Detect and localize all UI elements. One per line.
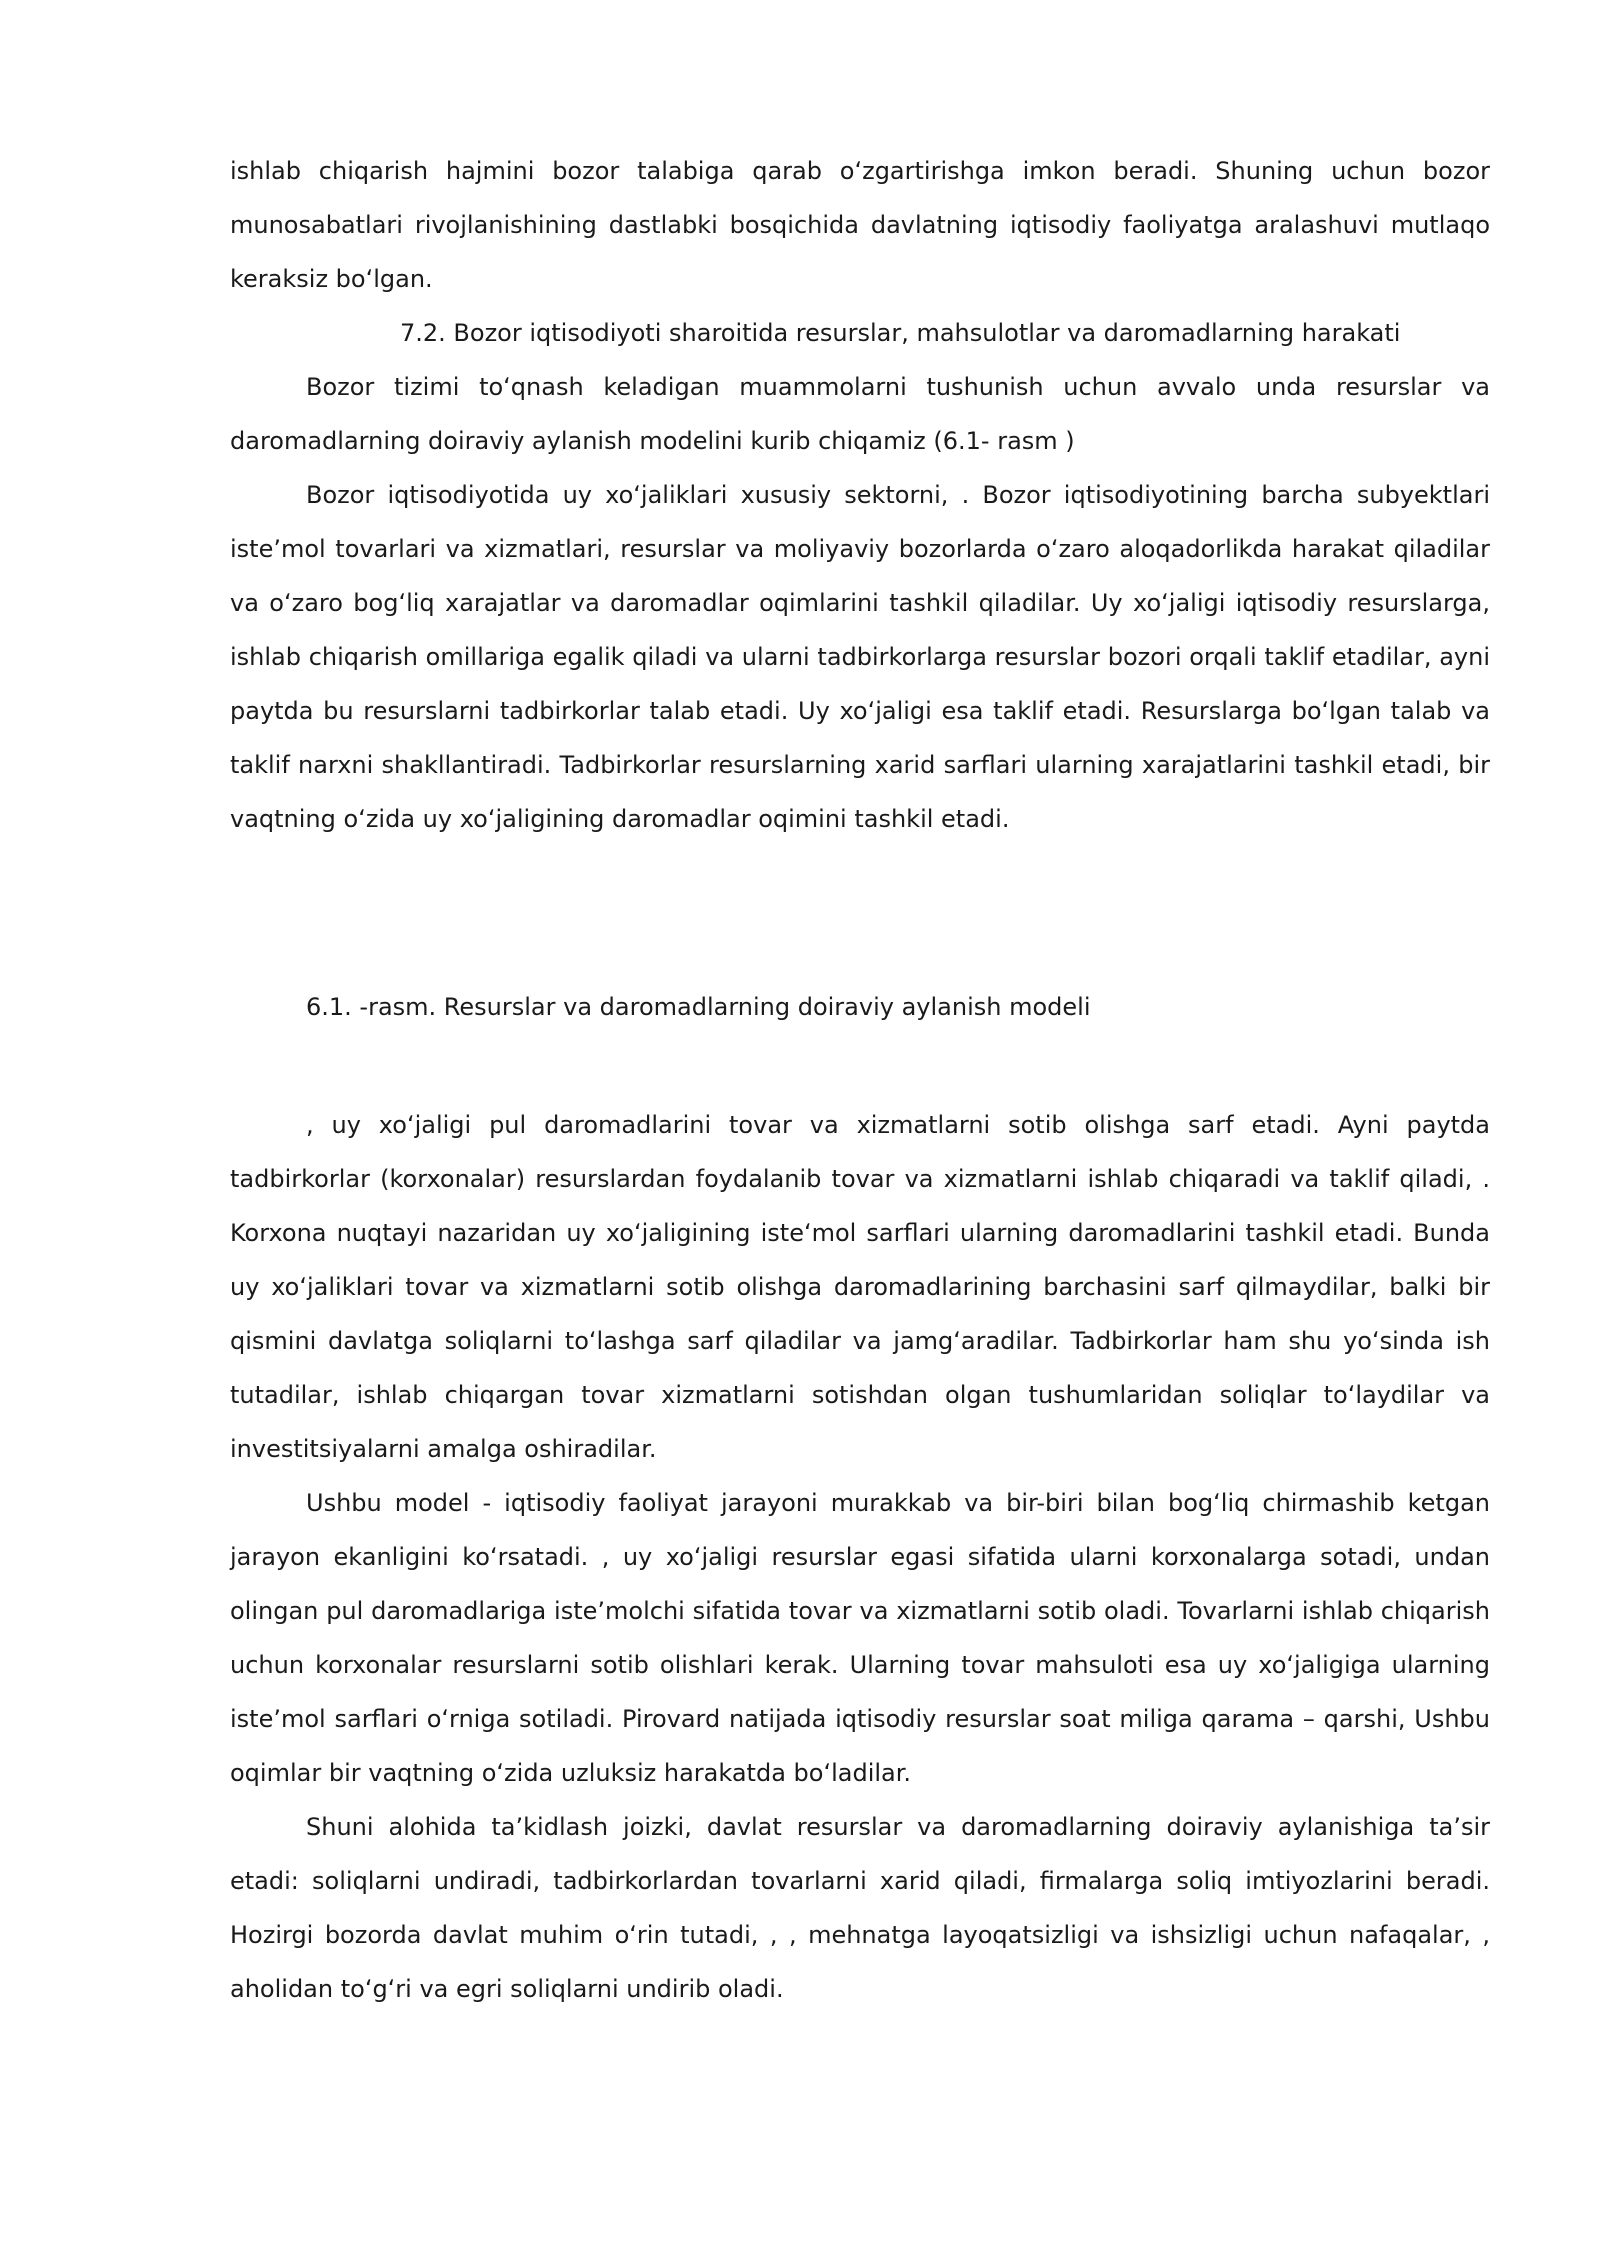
- figure-placeholder: [230, 860, 1490, 980]
- paragraph-model-summary: Ushbu model - iqtisodiy faoliyat jarayoni murakkab va bir-biri bilan bogʻliq chirmashib ketgan jarayon ekanligini koʻrsatadi. , uy xoʻjaligi resurslar egasi sifatida ularni korxonalarga sotadi, undan olingan pul daromadlariga iste’molchi sifatida tovar va xizmatlarni sotib oladi. Tovarlarni ishlab chiqarish uchun korxonalar resurslarni sotib olishlari kerak. Ularning tovar mahsuloti esa uy xoʻjaligiga ularning iste’mol sarflari oʻrniga sotiladi. Pirovard natijada iqtisodiy resurslar soat miliga qarama – qarshi, Ushbu oqimlar bir vaqtning oʻzida uzluksiz harakatda boʻladilar.: [230, 1489, 1490, 1787]
- paragraph-state-role: Shuni alohida ta’kidlash joizki, davlat resurslar va daromadlarning doiraviy aylanishiga ta’sir etadi: soliqlarni undiradi, tadbirkorlardan tovarlarni xarid qiladi, firmalarga soliq imtiyozlarini beradi. Hozirgi bozorda davlat muhim oʻrin tutadi, , , mehnatga layoqatsizligi va ishsizligi uchun nafaqalar, , aholidan toʻgʻri va egri soliqlarni undirib oladi.: [230, 1813, 1490, 2003]
- section-heading: 7.2. Bozor iqtisodiyoti sharoitida resurslar, mahsulotlar va daromadlarning harakati: [400, 319, 1401, 347]
- paragraph-household-spending: , uy xoʻjaligi pul daromadlarini tovar va xizmatlarni sotib olishga sarf etadi. Ayni paytda tadbirkorlar (korxonalar) resurslardan foydalanib tovar va xizmatlarni ishlab chiqaradi va taklif qiladi, . Korxona nuqtayi nazaridan uy xoʻjaligining isteʻmol sarflari ularning daromadlarini tashkil etadi. Bunda uy xoʻjaliklari tovar va xizmatlarni sotib olishga daromadlarining barchasini sarf qilmaydilar, balki bir qismini davlatga soliqlarni toʻlashga sarf qiladilar va jamgʻaradilar. Tadbirkorlar ham shu yoʻsinda ish tutadilar, ishlab chiqargan tovar xizmatlarni sotishdan olgan tushumlaridan soliqlar toʻlaydilar va investitsiyalarni amalga oshiradilar.: [230, 1111, 1490, 1463]
- paragraph-model-intro: Bozor tizimi toʻqnash keladigan muammolarni tushunish uchun avvalo unda resurslar va daromadlarning doiraviy aylanish modelini kurib chiqamiz (6.1- rasm ): [230, 373, 1490, 455]
- figure-caption: 6.1. -rasm. Resurslar va daromadlarning doiraviy aylanish modeli: [306, 993, 1091, 1021]
- paragraph-market-economy: Bozor iqtisodiyotida uy xoʻjaliklari xususiy sektorni, . Bozor iqtisodiyotining barcha subyektlari iste’mol tovarlari va xizmatlari, resurslar va moliyaviy bozorlarda oʻzaro aloqadorlikda harakat qiladilar va oʻzaro bogʻliq xarajatlar va daromadlar oqimlarini tashkil qiladilar. Uy xoʻjaligi iqtisodiy resurslarga, ishlab chiqarish omillariga egalik qiladi va ularni tadbirkorlarga resurslar bozori orqali taklif etadilar, ayni paytda bu resurslarni tadbirkorlar talab etadi. Uy xoʻjaligi esa taklif etadi. Resurslarga boʻlgan talab va taklif narxni shakllantiradi. Tadbirkorlar resurslarning xarid sarflari ularning xarajatlarini tashkil etadi, bir vaqtning oʻzida uy xoʻjaligining daromadlar oqimini tashkil etadi.: [230, 481, 1490, 833]
- paragraph-intro: ishlab chiqarish hajmini bozor talabiga qarab oʻzgartirishga imkon beradi. Shuning uchun bozor munosabatlari rivojlanishining dastlabki bosqichida davlatning iqtisodiy faoliyatga aralashuvi mutlaqo keraksiz boʻlgan.: [230, 157, 1490, 293]
